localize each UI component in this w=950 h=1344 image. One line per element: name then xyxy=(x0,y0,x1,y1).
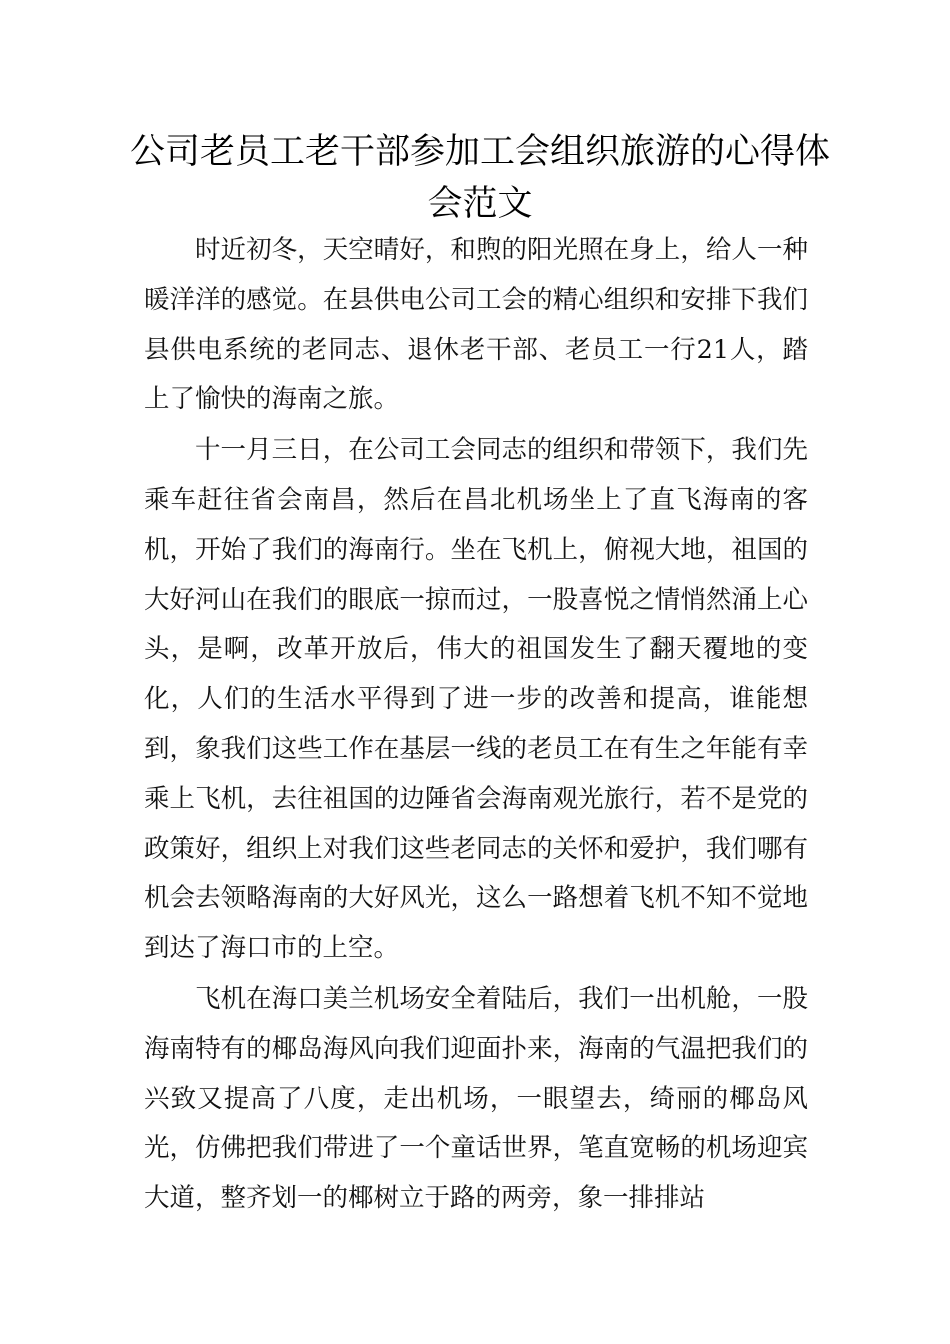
paragraph: 时近初冬，天空晴好，和煦的阳光照在身上，给人一种暖洋洋的感觉。在县供电公司工会的精心组织和安排下我们县供电系统的老同志、退休老干部、老员工一行21人，踏上了愉快的海南之旅。 xyxy=(144,235,808,415)
paragraph: 飞机在海口美兰机场安全着陆后，我们一出机舱，一股海南特有的椰岛海风向我们迎面扑来，海南的气温把我们的兴致又提高了八度，走出机场，一眼望去，绮丽的椰岛风光，仿佛把我们带进了一个童话世界，笔直宽畅的机场迎宾大道，整齐划一的椰树立于路的两旁，象一排排站 xyxy=(144,983,808,1214)
document-title: 公司老员工老干部参加工会组织旅游的心得体会范文 xyxy=(129,132,830,224)
paragraph: 十一月三日，在公司工会同志的组织和带领下，我们先乘车赶往省会南昌，然后在昌北机场坐上了直飞海南的客机，开始了我们的海南行。坐在飞机上，俯视大地，祖国的大好河山在我们的眼底一掠而过，一股喜悦之情悄然涌上心头，是啊，改革开放后，伟大的祖国发生了翻天覆地的变化，人们的生活水平得到了进一步的改善和提高，谁能想到，象我们这些工作在基层一线的老员工在有生之年能有幸乘上飞机，去往祖国的边陲省会海南观光旅行，若不是党的政策好，组织上对我们这些老同志的关怀和爱护，我们哪有机会去领略海南的大好风光，这么一路想着飞机不知不觉地到达了海口市的上空。 xyxy=(144,435,808,964)
document-body xyxy=(144,226,808,1225)
